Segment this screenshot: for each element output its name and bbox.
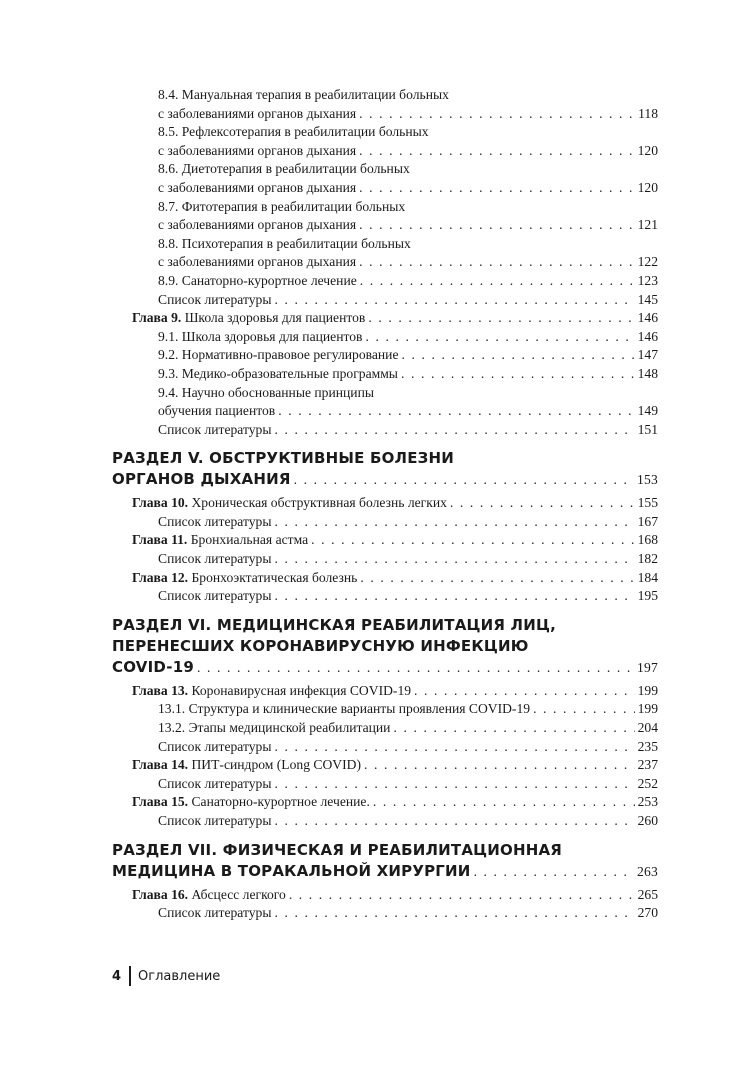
- toc-page-number: 123: [637, 272, 658, 288]
- toc-page-number: 121: [637, 217, 658, 233]
- dot-leader: [274, 904, 634, 923]
- toc-page-number: 168: [637, 532, 658, 548]
- toc-entry-title: с заболеваниями органов дыхания: [158, 105, 357, 121]
- running-header-label: Оглавление: [138, 968, 221, 984]
- toc-entry-title: 13.1. Структура и клинические варианты проявления COVID-19: [158, 701, 531, 717]
- toc-page-number: 148: [637, 365, 658, 381]
- toc-chapter-12[interactable]: [112, 569, 658, 588]
- toc-section-7[interactable]: [112, 840, 658, 882]
- dot-leader: [368, 309, 634, 328]
- toc-entry-references[interactable]: [112, 550, 658, 569]
- chapter-label: Глава 11.: [132, 532, 188, 548]
- dot-leader: [274, 587, 634, 606]
- toc-entry-title: Список литературы: [158, 813, 272, 828]
- toc-entry-9-3[interactable]: [112, 365, 658, 384]
- toc-page-number: 151: [637, 421, 658, 437]
- toc-page-number: 155: [637, 495, 658, 511]
- toc-entry-title: ПИТ-синдром (Long COVID): [191, 757, 361, 773]
- toc-entry-title: Список литературы: [158, 513, 272, 529]
- chapter-label: Глава 10.: [132, 495, 189, 511]
- toc-entry-title: 8.6. Диетотерапия в реабилитации больных: [158, 161, 410, 177]
- dot-leader: [197, 657, 634, 678]
- dot-leader: [359, 179, 634, 198]
- dot-leader: [401, 365, 635, 384]
- toc-entry-9-1[interactable]: [112, 328, 658, 347]
- toc-entry-title: 9.1. Школа здоровья для пациентов: [158, 328, 363, 344]
- toc-entry-title: Коронавирусная инфекция COVID-19: [191, 682, 412, 698]
- toc-entry-references[interactable]: [112, 812, 658, 831]
- chapter-label: Глава 9.: [132, 310, 182, 326]
- toc-entry-title: Санаторно-курортное лечение.: [191, 794, 370, 810]
- toc-entry-title: Хроническая обструктивная болезнь легких: [191, 495, 447, 511]
- dot-leader: [274, 550, 634, 569]
- section-title-line2: ПЕРЕНЕСШИХ КОРОНАВИРУСНУЮ ИНФЕКЦИЮ: [112, 636, 529, 655]
- toc-entry-title: Список литературы: [158, 291, 272, 307]
- dot-leader: [274, 738, 634, 757]
- toc-entry-8-8[interactable]: [112, 253, 658, 272]
- chapter-label: Глава 14.: [132, 757, 189, 773]
- toc-entry-title: Бронхиальная астма: [190, 532, 309, 548]
- footer-divider: [129, 966, 131, 986]
- dot-leader: [294, 469, 634, 490]
- toc-entry-8-5-line1: [112, 123, 658, 142]
- toc-entry-references[interactable]: [112, 291, 658, 310]
- toc-entry-title: 13.2. Этапы медицинской реабилитации: [158, 720, 391, 736]
- toc-entry-9-4-line1: [112, 384, 658, 403]
- page-number: 4: [112, 968, 122, 984]
- toc-entry-title: 8.7. Фитотерапия в реабилитации больных: [158, 198, 406, 214]
- dot-leader: [450, 494, 635, 513]
- toc-page-number: 197: [637, 659, 658, 675]
- toc-entry-references[interactable]: [112, 738, 658, 757]
- section-title-line2: ОРГАНОВ ДЫХАНИЯ . . . 153: [112, 469, 658, 490]
- toc-entry-8-6-line1: [112, 160, 658, 179]
- toc-entry-title: Список литературы: [158, 738, 272, 754]
- section-title-line1: РАЗДЕЛ VI. МЕДИЦИНСКАЯ РЕАБИЛИТАЦИЯ ЛИЦ,: [112, 615, 556, 634]
- dot-leader: [274, 775, 634, 794]
- toc-entry-title: с заболеваниями органов дыхания: [158, 179, 357, 195]
- toc-entry-title: 9.4. Научно обоснованные принципы: [158, 384, 374, 400]
- toc-entry-title: с заболеваниями органов дыхания: [158, 217, 357, 233]
- toc-page-number: 184: [637, 569, 658, 585]
- dot-leader: [365, 328, 634, 347]
- toc-chapter-14[interactable]: [112, 756, 658, 775]
- toc-entry-title: 8.5. Рефлексотерапия в реабилитации больных: [158, 124, 429, 140]
- toc-entry-9-2[interactable]: [112, 346, 658, 365]
- dot-leader: [401, 346, 634, 365]
- toc-entry-references[interactable]: [112, 587, 658, 606]
- toc-entry-title: 9.3. Медико-образовательные программы: [158, 365, 398, 381]
- toc-entry-title: Список литературы: [158, 421, 272, 437]
- toc-entry-title: Список литературы: [158, 588, 272, 604]
- dot-leader: [393, 719, 634, 738]
- toc-page-number: 252: [637, 775, 658, 791]
- toc-page-number: 265: [637, 886, 658, 902]
- toc-page-number: 146: [637, 310, 658, 326]
- page-footer: [112, 966, 220, 986]
- toc-entry-title: 9.2. Нормативно-правовое регулирование: [158, 347, 399, 363]
- toc-section-6[interactable]: [112, 615, 658, 678]
- toc-page-number: 204: [637, 720, 658, 736]
- toc-page-number: 199: [637, 682, 658, 698]
- toc-page-number: 195: [637, 588, 658, 604]
- toc-chapter-13[interactable]: [112, 682, 658, 701]
- toc-entry-13-2[interactable]: [112, 719, 658, 738]
- toc-entry-title: 8.9. Санаторно-курортное лечение: [158, 272, 357, 288]
- toc-entry-9-4[interactable]: [112, 402, 658, 421]
- dot-leader: [289, 886, 635, 905]
- toc-chapter-15[interactable]: [112, 793, 658, 812]
- toc-entry-title: Абсцесс легкого: [191, 886, 286, 902]
- toc-page-number: 167: [637, 513, 658, 529]
- toc-page-number: 145: [637, 291, 658, 307]
- chapter-label: Глава 13.: [132, 682, 189, 698]
- toc-page-number: 153: [637, 472, 658, 488]
- toc-entry-8-6[interactable]: [112, 179, 658, 198]
- toc-entry-8-7-line1: [112, 198, 658, 217]
- toc-entry-references[interactable]: [112, 775, 658, 794]
- toc-entry-references[interactable]: [112, 513, 658, 532]
- chapter-label: Глава 16.: [132, 886, 189, 902]
- dot-leader: [274, 291, 634, 310]
- chapter-label: Глава 12.: [132, 569, 189, 585]
- dot-leader: [373, 793, 635, 812]
- dot-leader: [274, 421, 634, 440]
- toc-page-number: 263: [637, 863, 658, 879]
- toc-chapter-9[interactable]: [112, 309, 658, 328]
- dot-leader: [414, 682, 635, 701]
- toc-entry-title: Список литературы: [158, 775, 272, 791]
- toc-entry-title: Школа здоровья для пациентов: [184, 310, 366, 326]
- chapter-label: Глава 15.: [132, 794, 189, 810]
- toc-entry-8-9[interactable]: [112, 272, 658, 291]
- toc-entry-references[interactable]: [112, 421, 658, 440]
- section-title-line2: МЕДИЦИНА В ТОРАКАЛЬНОЙ ХИРУРГИИ . . . 263: [112, 861, 658, 882]
- toc-page-number: 237: [637, 757, 658, 773]
- toc-page-number: 260: [637, 813, 658, 828]
- toc-chapter-16[interactable]: [112, 886, 658, 905]
- toc-page-number: 182: [637, 551, 658, 567]
- toc-chapter-11[interactable]: [112, 531, 658, 550]
- toc-page-number: 122: [637, 254, 658, 270]
- toc-chapter-10[interactable]: [112, 494, 658, 513]
- toc-entry-title: с заболеваниями органов дыхания: [158, 254, 357, 270]
- dot-leader: [533, 700, 635, 719]
- toc-page-number: 120: [637, 142, 658, 158]
- dot-leader: [274, 812, 634, 831]
- toc-entry-title: с заболеваниями органов дыхания: [158, 142, 357, 158]
- toc-entry-8-8-line1: [112, 235, 658, 254]
- toc-entry-title: Список литературы: [158, 551, 272, 567]
- toc-entry-8-5[interactable]: [112, 142, 658, 161]
- toc-page-number: 235: [637, 738, 658, 754]
- toc-entry-title: Бронхоэктатическая болезнь: [191, 569, 358, 585]
- toc-page-number: 149: [637, 403, 658, 419]
- toc-entry-references[interactable]: [112, 904, 658, 923]
- toc-entry-8-7[interactable]: [112, 216, 658, 235]
- toc-page-number: 146: [637, 328, 658, 344]
- toc-page-number: 199: [637, 701, 658, 717]
- toc-entry-title: обучения пациентов: [158, 403, 276, 419]
- section-title-line1: РАЗДЕЛ V. ОБСТРУКТИВНЫЕ БОЛЕЗНИ: [112, 449, 455, 468]
- toc-entry-title: 8.8. Психотерапия в реабилитации больных: [158, 235, 411, 251]
- dot-leader: [359, 105, 635, 124]
- toc-entry-8-4-line1: [112, 86, 658, 105]
- toc-page-number: 270: [637, 905, 658, 921]
- dot-leader: [278, 402, 634, 421]
- toc-section-5[interactable]: [112, 448, 658, 490]
- toc-page-number: 253: [637, 794, 658, 810]
- dot-leader: [359, 216, 634, 235]
- toc-entry-8-4[interactable]: [112, 105, 658, 124]
- dot-leader: [474, 861, 634, 882]
- toc-entry-title: Список литературы: [158, 905, 272, 921]
- toc-page-number: 120: [637, 179, 658, 195]
- section-title-line3: COVID-19 . . . 197: [112, 657, 658, 678]
- dot-leader: [360, 272, 635, 291]
- toc-entry-title: 8.4. Мануальная терапия в реабилитации больных: [158, 87, 449, 102]
- toc-page-number: 147: [637, 347, 658, 363]
- dot-leader: [311, 531, 634, 550]
- section-title-line1: РАЗДЕЛ VII. ФИЗИЧЕСКАЯ И РЕАБИЛИТАЦИОННАЯ: [112, 840, 563, 859]
- dot-leader: [364, 756, 635, 775]
- toc-page-number: 118: [638, 105, 658, 121]
- dot-leader: [274, 513, 634, 532]
- dot-leader: [360, 569, 634, 588]
- toc-entry-13-1[interactable]: [112, 700, 658, 719]
- dot-leader: [359, 142, 634, 161]
- dot-leader: [359, 253, 634, 272]
- table-of-contents: [112, 86, 658, 923]
